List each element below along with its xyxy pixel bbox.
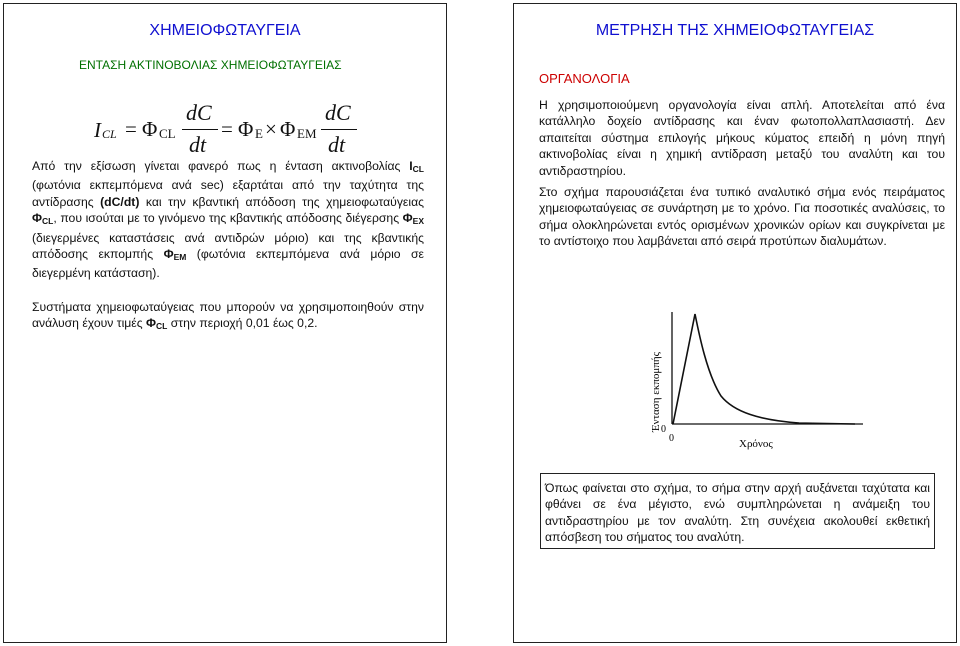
p1-text-1: Από την εξίσωση γίνεται φανερό πως η ένταση ακτινοβολίας	[32, 159, 410, 173]
eq-I-sub: CL	[102, 127, 117, 141]
p1-I-sub: CL	[412, 164, 424, 174]
p1-phi-em-sub: EM	[173, 252, 187, 263]
p1-I: I	[409, 159, 413, 173]
right-slide-title: ΜΕΤΡΗΣΗ ΤΗΣ ΧΗΜΕΙΟΦΩΤΑΥΓΕΙΑΣ	[595, 22, 875, 39]
eq-frac1-bar	[182, 129, 218, 130]
eq-phi-e: Φ	[238, 117, 254, 141]
p1-dcdt: (dC/dt)	[100, 194, 140, 209]
p2-text-1: Συστήματα χημειοφωταύγειας που μπορούν να χρησιμοποιηθούν στην ανάλυση έχουν τιμές	[32, 300, 424, 331]
p1-text-5: (διεγερμένες καταστάσεις ανά αντιδρών μόριο) και της κβαντικής απόδοσης εκπομπής	[32, 230, 424, 262]
eq-I: I	[94, 118, 101, 142]
left-slide-title: ΧΗΜΕΙΟΦΩΤΑΥΓΕΙΑ	[149, 22, 301, 39]
figure-xlabel: Χρόνος	[739, 438, 773, 450]
eq-frac2-num: dC	[325, 100, 351, 125]
signal-curve	[673, 314, 855, 424]
p1-phi-cl-sub: CL	[42, 216, 54, 227]
p1-text-3: και την κβαντική απόδοση της χημειοφωταύγειας	[139, 194, 424, 209]
eq-phi-em: Φ	[280, 117, 296, 141]
signal-paragraph: Στο σχήμα παρουσιάζεται ένα τυπικό αναλυτικό σήμα ενός πειράματος χημειοφωταύγειας σε συνάρτηση με το χρόνο. Για ποσοτικές αναλύσεις, το σήμα ολοκληρώνεται εντός ορισμένων χρονικών ορίων και συγκρίνεται με το αντίστοιχο που λαμβάνεται από σειρά προτύπων διαλυμάτων.	[539, 185, 945, 249]
p1-text-6: (φωτόνια εκπεμπόμενα ανά μόριο σε διεγερμένη κατάσταση).	[32, 247, 424, 281]
p1-text-2: (φωτόνια εκπεμπόμενα ανά sec) εξαρτάται από την ταχύτητα της αντίδρασης	[32, 178, 424, 209]
figure-x-origin: 0	[669, 433, 674, 444]
p2-phi-sub: CL	[156, 321, 168, 332]
eq-frac1-num: dC	[186, 100, 212, 125]
eq-times: ×	[265, 117, 277, 141]
p2-text-2: στην περιοχή 0,01 έως 0,2.	[167, 316, 318, 331]
p1-phi-ex-sub: EX	[412, 216, 424, 227]
left-slide	[3, 3, 447, 643]
p1-phi-em: Φ	[163, 247, 174, 262]
eq-phi-e-sub: E	[255, 126, 263, 141]
eq-phi-em-sub: EM	[297, 126, 317, 141]
p1-phi-ex: Φ	[402, 211, 413, 226]
eq-frac2-den: dt	[328, 132, 346, 157]
intensity-explanation	[32, 158, 424, 282]
p1-text-4: , που ισούται με το γινόμενο της κβαντικής απόδοσης διέγερσης	[53, 211, 403, 226]
instrumentation-paragraph: Η χρησιμοποιούμενη οργανολογία είναι απλή. Αποτελείται από ένα κατάλληλο δοχείο αντίδρασης και έναν φωτοπολλαπλασιαστή. Δεν απαιτείται σύστημα επιλογής μήκους κύματος επειδή η μόνη πηγή ακτινοβολίας είναι η χημική αντίδραση μεταξύ του αναλύτη και του αντιδραστηρίου.	[539, 98, 945, 178]
eq-phi-cl-sub: CL	[159, 126, 176, 141]
figure-ylabel: Ένταση εκπομπής	[650, 352, 662, 432]
intensity-equation	[94, 100, 384, 160]
p2-phi: Φ	[146, 316, 157, 331]
instrumentation-heading: ΟΡΓΑΝΟΛΟΓΙΑ	[539, 71, 630, 86]
eq-frac2-bar	[321, 129, 357, 130]
eq-equals-2: =	[221, 117, 233, 141]
p1-phi-cl: Φ	[32, 211, 43, 226]
eq-frac1-den: dt	[189, 132, 207, 157]
quantum-yield-paragraph	[32, 299, 424, 335]
eq-phi-cl: Φ	[142, 117, 158, 141]
right-slide	[513, 3, 957, 643]
eq-equals-1: =	[125, 117, 137, 141]
figure-y-origin: 0	[661, 424, 666, 435]
signal-figure	[649, 304, 879, 459]
intensity-subtitle: ΕΝΤΑΣΗ ΑΚΤΙΝΟΒΟΛΙΑΣ ΧΗΜΕΙΟΦΩΤΑΥΓΕΙΑΣ	[79, 58, 342, 72]
interpretation-box: Όπως φαίνεται στο σχήμα, το σήμα στην αρχή αυξάνεται ταχύτατα και φθάνει σε ένα μέγιστο, ενώ συμπληρώνεται η ανάμειξη του αντιδραστηρίου με τον αναλύτη. Στη συνέχεια ακολουθεί εκθετική απόσβεση του σήματος του αναλύτη.	[540, 473, 935, 549]
